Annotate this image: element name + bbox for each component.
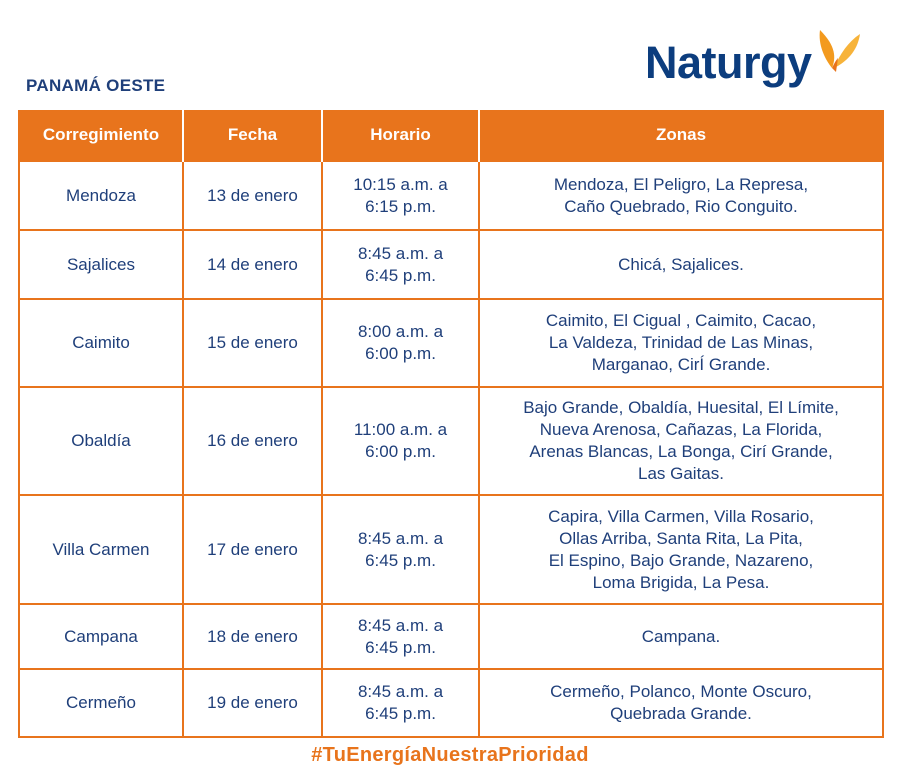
cell-zonas — [479, 669, 883, 737]
cell-zonas — [479, 387, 883, 495]
zonas-line: Las Gaitas. — [638, 464, 724, 483]
cell-corregimiento: Campana — [19, 604, 183, 669]
horario-line: 6:45 p.m. — [365, 265, 436, 285]
table-row — [19, 604, 883, 669]
cell-horario — [322, 669, 479, 737]
zonas-line: Loma Brigida, La Pesa. — [592, 572, 770, 592]
zonas-line: Marganao, CirÍ Grande. — [591, 355, 771, 374]
cell-horario — [322, 495, 479, 604]
cell-corregimiento: Mendoza — [19, 161, 183, 230]
zonas-line: Caimito, El Cigual , Caimito, Cacao, — [545, 311, 817, 330]
cell-fecha: 14 de enero — [183, 230, 322, 299]
zonas-line: El Espino, Bajo Grande, Nazareno, — [548, 550, 814, 570]
cell-corregimiento: Villa Carmen — [19, 495, 183, 604]
cell-corregimiento: Caimito — [19, 299, 183, 387]
cell-fecha: 13 de enero — [183, 161, 322, 230]
horario-line: 6:00 p.m. — [365, 442, 436, 461]
horario-line: 8:45 a.m. a — [357, 528, 444, 548]
horario-line: 8:45 a.m. a — [357, 682, 444, 701]
zonas-line: Bajo Grande, Obaldía, Huesital, El Límite, — [523, 398, 839, 417]
table-row — [19, 669, 883, 737]
table-row — [19, 387, 883, 495]
horario-line: 6:15 p.m. — [365, 196, 436, 216]
horario-line: 10:15 a.m. a — [353, 174, 448, 194]
table-row — [19, 161, 883, 230]
zonas-line: Chicá, Sajalices. — [618, 254, 744, 274]
zonas-line: Campana. — [641, 626, 721, 646]
cell-zonas — [479, 495, 883, 604]
zonas-line: Arenas Blancas, La Bonga, Cirí Grande, — [529, 442, 833, 461]
cell-fecha: 15 de enero — [183, 299, 322, 387]
table-row — [19, 299, 883, 387]
zonas-line: Cermeño, Polanco, Monte Oscuro, — [550, 682, 812, 701]
cell-corregimiento: Obaldía — [19, 387, 183, 495]
cell-fecha: 18 de enero — [183, 604, 322, 669]
zonas-line: Mendoza, El Peligro, La Represa, — [553, 174, 809, 194]
cell-horario — [322, 299, 479, 387]
cell-horario — [322, 230, 479, 299]
table-row — [19, 495, 883, 604]
region-title: PANAMÁ OESTE — [26, 76, 166, 95]
cell-corregimiento: Sajalices — [19, 230, 183, 299]
butterfly-icon — [814, 24, 862, 78]
zonas-line: La Valdeza, Trinidad de Las Minas, — [548, 333, 814, 352]
zonas-line: Ollas Arriba, Santa Rita, La Pita, — [559, 528, 803, 548]
table-header-row — [19, 110, 883, 161]
table-row — [19, 230, 883, 299]
schedule-table — [18, 110, 884, 738]
header-fecha: Fecha — [183, 110, 322, 161]
cell-horario — [322, 604, 479, 669]
cell-zonas — [479, 230, 883, 299]
horario-line: 11:00 a.m. a — [353, 420, 448, 439]
header-horario: Horario — [322, 110, 479, 161]
cell-horario — [322, 387, 479, 495]
naturgy-logo — [645, 22, 885, 94]
horario-line: 6:00 p.m. — [365, 344, 436, 363]
zonas-line: Capira, Villa Carmen, Villa Rosario, — [548, 506, 814, 526]
horario-line: 8:00 a.m. a — [357, 322, 444, 341]
cell-zonas — [479, 604, 883, 669]
horario-line: 6:45 p.m. — [365, 550, 436, 570]
zonas-line: Quebrada Grande. — [610, 704, 752, 723]
zonas-line: Caño Quebrado, Rio Conguito. — [564, 196, 798, 216]
header-zonas: Zonas — [479, 110, 883, 161]
campaign-hashtag: #TuEnergíaNuestraPrioridad — [311, 744, 589, 766]
logo-text: Naturgy — [645, 37, 812, 88]
header-corregimiento: Corregimiento — [19, 110, 183, 161]
cell-fecha: 17 de enero — [183, 495, 322, 604]
cell-zonas — [479, 299, 883, 387]
horario-line: 6:45 p.m. — [365, 637, 436, 657]
cell-fecha: 16 de enero — [183, 387, 322, 495]
horario-line: 6:45 p.m. — [365, 704, 436, 723]
cell-fecha: 19 de enero — [183, 669, 322, 737]
cell-corregimiento: Cermeño — [19, 669, 183, 737]
cell-horario — [322, 161, 479, 230]
horario-line: 8:45 a.m. a — [357, 615, 444, 635]
horario-line: 8:45 a.m. a — [357, 243, 444, 263]
zonas-line: Nueva Arenosa, Cañazas, La Florida, — [539, 420, 823, 439]
cell-zonas — [479, 161, 883, 230]
